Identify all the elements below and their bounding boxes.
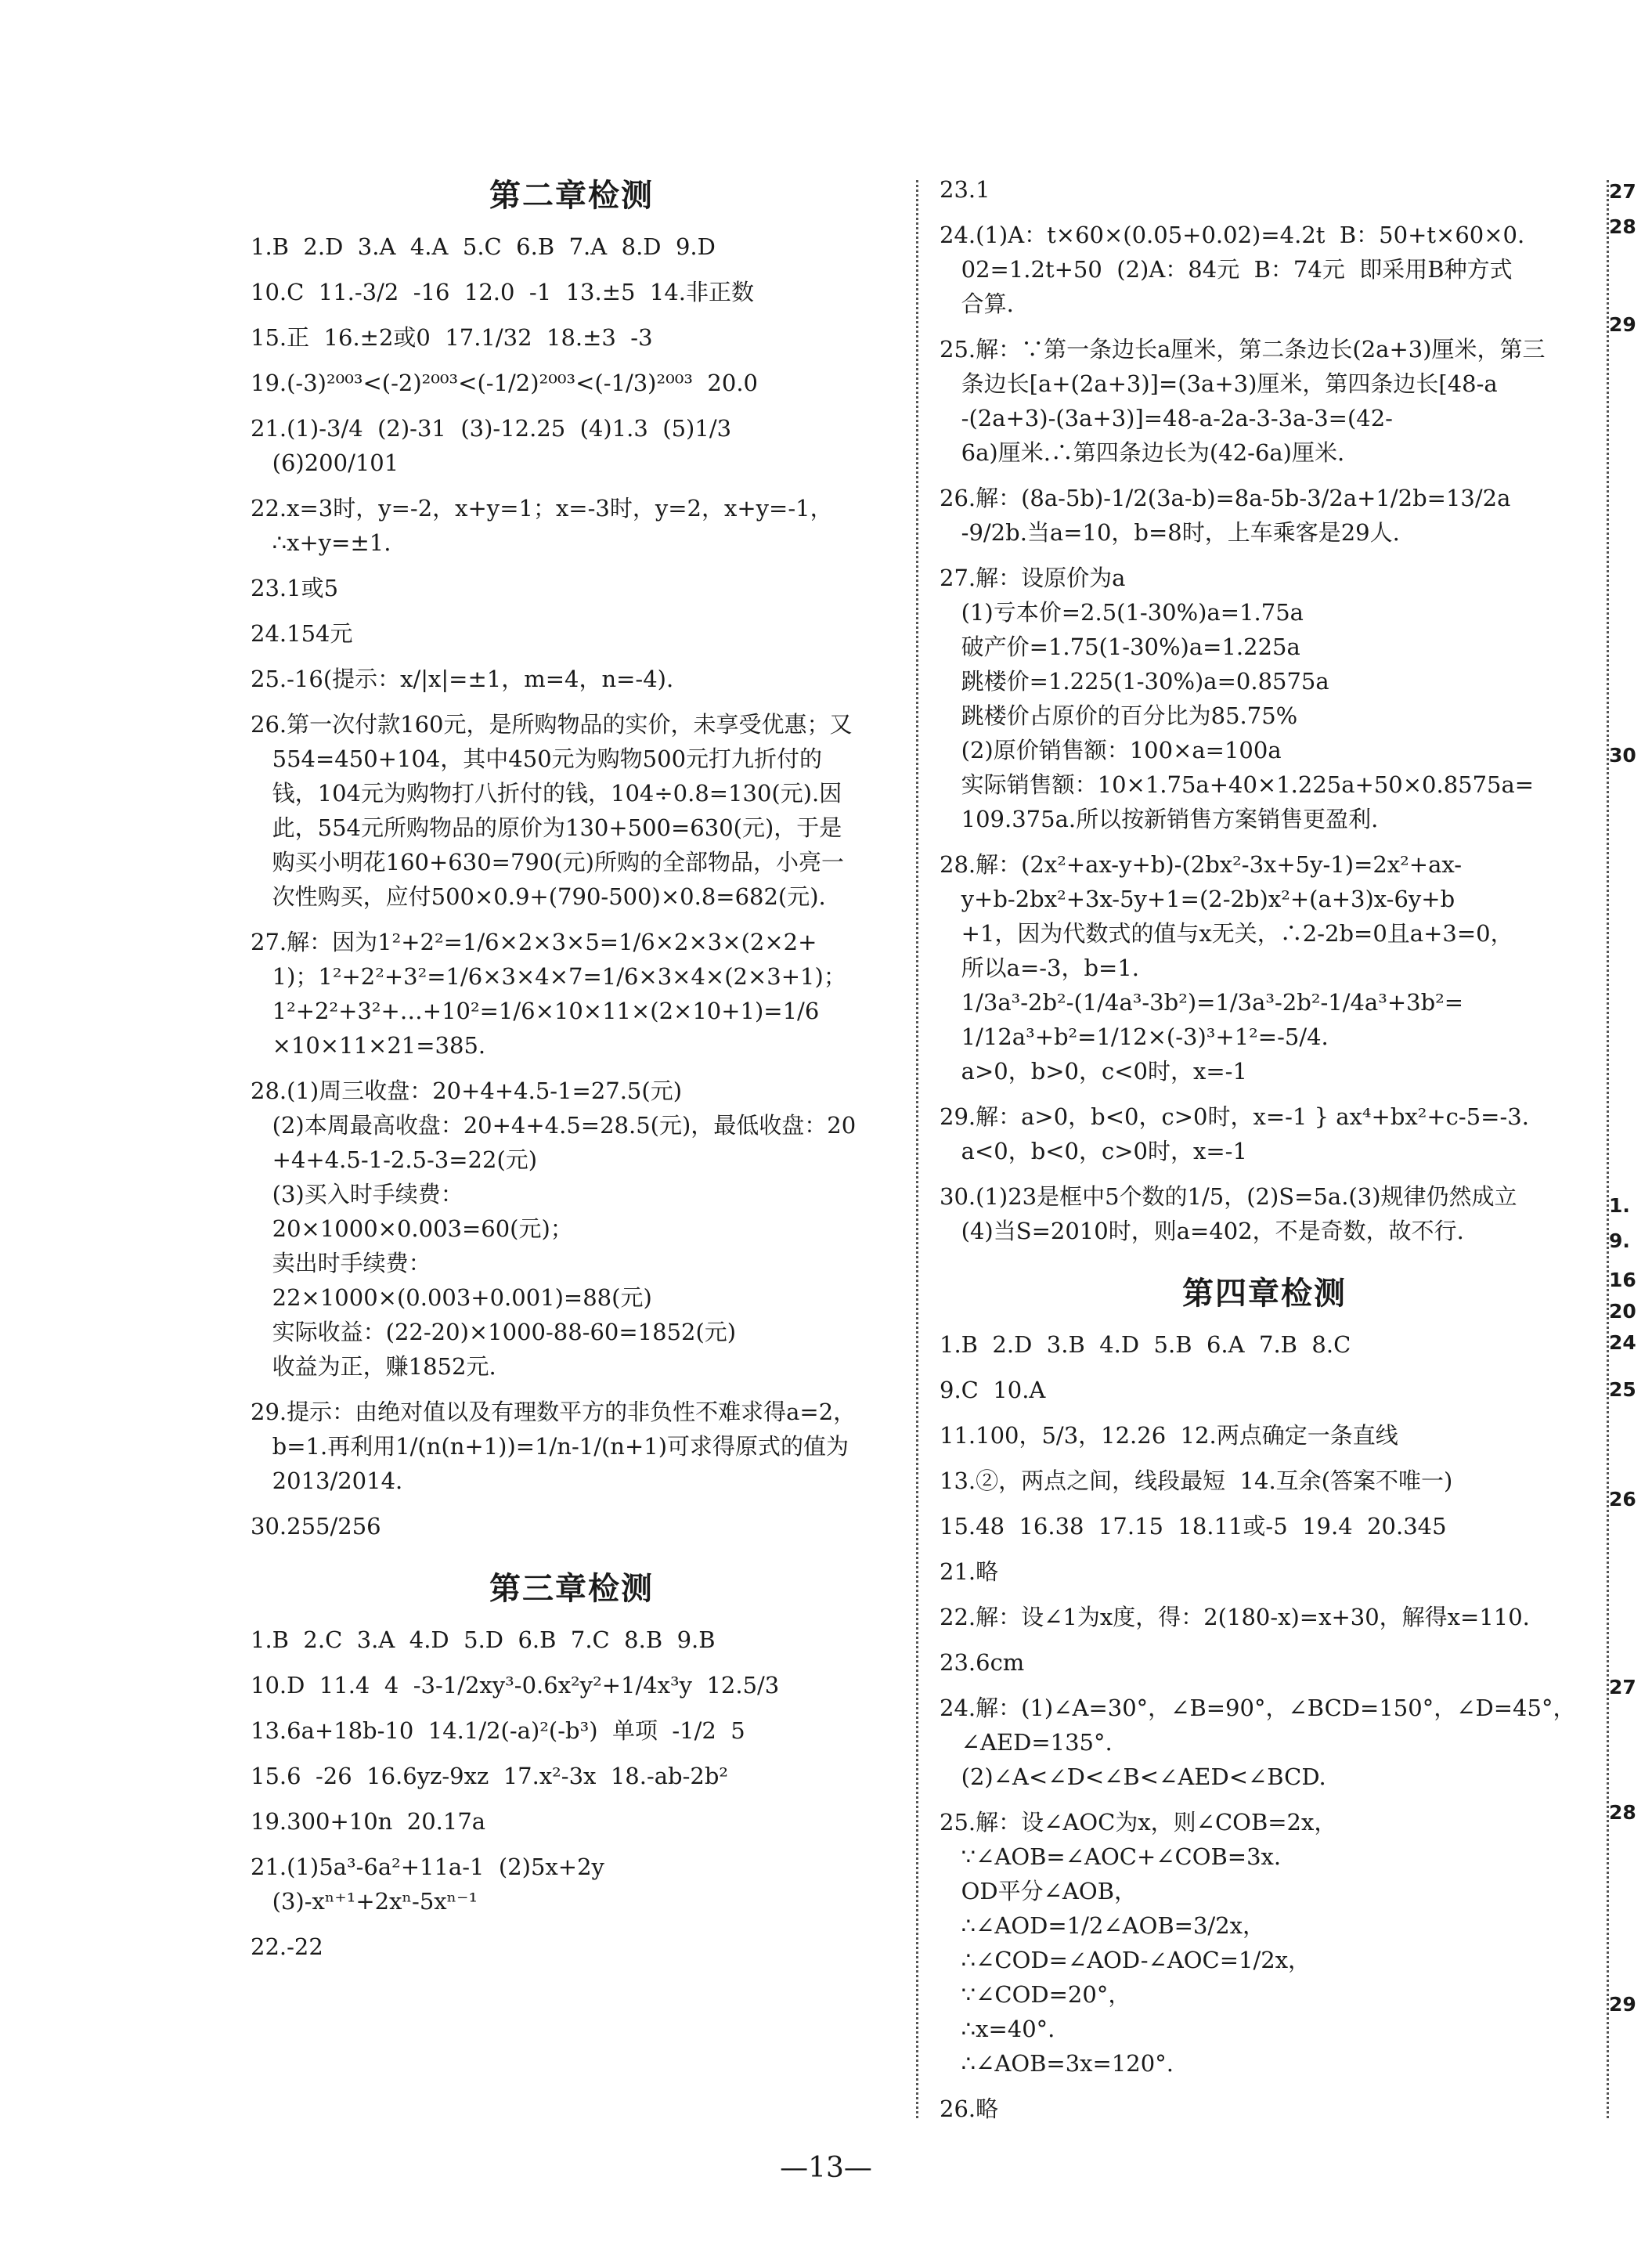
chapter3-answers-cont (940, 172, 1589, 1248)
answer-line: 跳楼价占原价的百分比为85.75% (940, 702, 1298, 729)
chapter4-answers (940, 1327, 1589, 2126)
answer-line: 1²+2²+3²+…+10²=1/6×10×11×(2×10+1)=1/6 (251, 998, 820, 1024)
answer-line: 24.(1)A：t×60×(0.05+0.02)=4.2t B：50+t×60×0. (940, 222, 1525, 248)
answer-line: 26.解：(8a-5b)-1/2(3a-b)=8a-5b-3/2a+1/2b=13/2a (940, 485, 1511, 511)
answer-line: 19.(-3)²⁰⁰³<(-2)²⁰⁰³<(-1/2)²⁰⁰³<(-1/3)²⁰⁰³ 20.0 (251, 370, 758, 396)
answer-line: 卖出时手续费： (251, 1250, 431, 1276)
answer-line: ×10×11×21=385. (251, 1032, 486, 1059)
edge-number: 28 (1609, 1801, 1636, 1824)
answer-line: 合算. (940, 291, 1014, 317)
edge-number: 26 (1609, 1488, 1636, 1511)
answer-line: a>0，b>0，c<0时，x=-1 (940, 1058, 1247, 1085)
answer-line: 10.C 11.-3/2 -16 12.0 -1 13.±5 14.非正数 (251, 279, 755, 305)
answer-line: 13.6a+18b-10 14.1/2(-a)²(-b³) 单项 -1/2 5 (251, 1717, 745, 1744)
answer-line: (2)本周最高收盘：20+4+4.5=28.5(元)，最低收盘：20 (251, 1112, 857, 1139)
answer-line: 25.解：∵第一条边长a厘米，第二条边长(2a+3)厘米，第三 (940, 336, 1546, 363)
answer-line: 条边长[a+(2a+3)]=(3a+3)厘米，第四条边长[48-a (940, 370, 1498, 397)
answer-line: 11.100，5/3，12.26 12.两点确定一条直线 (940, 1422, 1398, 1449)
edge-number: 20 (1609, 1300, 1636, 1323)
edge-number: 27 (1609, 1676, 1636, 1698)
answer-line: 跳楼价=1.225(1-30%)a=0.8575a (940, 668, 1329, 695)
chapter4-title: 第四章检测 (1182, 1276, 1347, 1312)
answer-line: 10.D 11.4 4 -3-1/2xy³-0.6x²y²+1/4x³y 12.5/3 (251, 1672, 780, 1698)
answer-line: 22.-22 (251, 1933, 323, 1960)
answer-line: ∠AED=135°. (940, 1729, 1113, 1756)
answer-line: ∴x=40°. (940, 2016, 1055, 2042)
answer-line: ∴∠AOB=3x=120°. (940, 2050, 1174, 2077)
answer-line: (6)200/101 (251, 449, 399, 476)
answer-line: 6a)厘米.∴第四条边长为(42-6a)厘米. (940, 439, 1345, 466)
chapter2-title: 第二章检测 (489, 178, 654, 214)
edge-number: 30 (1609, 744, 1636, 767)
edge-number: 16 (1609, 1269, 1636, 1291)
answer-line: 29.提示：由绝对值以及有理数平方的非负性不难求得a=2， (251, 1399, 857, 1425)
answer-line: 1.B 2.D 3.A 4.A 5.C 6.B 7.A 8.D 9.D (251, 233, 716, 260)
answer-line: +1，因为代数式的值与x无关，∴2-2b=0且a+3=0， (940, 920, 1513, 947)
answer-line: 23.6cm (940, 1649, 1025, 1676)
answer-line: y+b-2bx²+3x-5y+1=(2-2b)x²+(a+3)x-6y+b (940, 886, 1455, 912)
answer-line: a<0，b<0，c>0时，x=-1 (940, 1138, 1247, 1164)
chapter3-title: 第三章检测 (489, 1571, 654, 1607)
answer-line: 15.6 -26 16.6yz-9xz 17.x²-3x 18.-ab-2b² (251, 1763, 729, 1789)
edge-number: 1. (1609, 1194, 1630, 1217)
answer-line: 23.1 (940, 176, 990, 203)
answer-line: b=1.再利用1/(n(n+1))=1/n-1/(n+1)可求得原式的值为 (251, 1433, 849, 1460)
answer-line: 收益为正，赚1852元. (251, 1353, 496, 1380)
answer-line: 购买小明花160+630=790(元)所购的全部物品，小亮一 (251, 849, 844, 875)
answer-line: ∴∠COD=∠AOD-∠AOC=1/2x， (940, 1947, 1311, 1973)
answer-line: ∵∠AOB=∠AOC+∠COB=3x. (940, 1843, 1282, 1870)
answer-line: 实际销售额：10×1.75a+40×1.225a+50×0.8575a= (940, 771, 1535, 798)
answer-line: -9/2b.当a=10，b=8时，上车乘客是29人. (940, 519, 1400, 546)
answer-line: 20×1000×0.003=60(元)； (251, 1215, 573, 1242)
answer-line: 25.解：设∠AOC为x，则∠COB=2x， (940, 1809, 1337, 1836)
answer-line: (2)原价销售额：100×a=100a (940, 737, 1282, 763)
answer-line: 26.第一次付款160元，是所购物品的实价，未享受优惠；又 (251, 711, 853, 738)
answer-line: (2)∠A<∠D<∠B<∠AED<∠BCD. (940, 1763, 1326, 1790)
answer-line: 19.300+10n 20.17a (251, 1808, 486, 1835)
edge-number: 29 (1609, 1993, 1636, 2016)
answer-line: 30.255/256 (251, 1513, 381, 1540)
answer-line: (1)亏本价=2.5(1-30%)a=1.75a (940, 599, 1304, 626)
answer-line: 1/3a³-2b²-(1/4a³-3b²)=1/3a³-2b²-1/4a³+3b²= (940, 989, 1464, 1016)
answer-line: 23.1或5 (251, 575, 339, 601)
answer-line: 1.B 2.C 3.A 4.D 5.D 6.B 7.C 8.B 9.B (251, 1626, 716, 1653)
answer-line: 24.解：(1)∠A=30°，∠B=90°，∠BCD=150°，∠D=45°， (940, 1695, 1576, 1721)
answer-line: (3)-xⁿ⁺¹+2xⁿ-5xⁿ⁻¹ (251, 1888, 478, 1915)
answer-line: -(2a+3)-(3a+3)]=48-a-2a-3-3a-3=(42- (940, 405, 1393, 431)
edge-number: 24 (1609, 1331, 1636, 1354)
answer-line: 21.(1)-3/4 (2)-31 (3)-12.25 (4)1.3 (5)1/3 (251, 415, 732, 442)
answer-line: 15.48 16.38 17.15 18.11或-5 19.4 20.345 (940, 1513, 1447, 1540)
answer-line: 2013/2014. (251, 1467, 403, 1494)
answer-line: 13.②，两点之间，线段最短 14.互余(答案不唯一) (940, 1467, 1453, 1494)
answer-line: 此，554元所购物品的原价为130+500=630(元)，于是 (251, 814, 842, 841)
answer-line: (4)当S=2010时，则a=402，不是奇数，故不行. (940, 1218, 1464, 1244)
answer-line: 1)；1²+2²+3²=1/6×3×4×7=1/6×3×4×(2×3+1)； (251, 963, 846, 990)
answer-line: 109.375a.所以按新销售方案销售更盈利. (940, 806, 1379, 832)
answer-line: 所以a=-3，b=1. (940, 955, 1140, 981)
answer-line: 9.C 10.A (940, 1377, 1046, 1403)
answer-line: ∴x+y=±1. (251, 529, 391, 556)
edge-number: 25 (1609, 1378, 1636, 1401)
answer-line: 24.154元 (251, 620, 353, 647)
chapter2-answers (251, 229, 893, 1543)
answer-line: OD平分∠AOB， (940, 1878, 1138, 1904)
answer-line: 1/12a³+b²=1/12×(-3)³+1²=-5/4. (940, 1023, 1329, 1050)
answer-line: ∵∠COD=20°， (940, 1981, 1131, 2008)
answer-line: 21.略 (940, 1558, 999, 1585)
answer-line: 破产价=1.75(1-30%)a=1.225a (940, 634, 1300, 660)
left-column (251, 164, 893, 1964)
edge-number: 9. (1609, 1229, 1630, 1252)
answer-line: 25.-16(提示：x/|x|=±1，m=4，n=-4). (251, 666, 674, 692)
answer-line: 实际收益：(22-20)×1000-88-60=1852(元) (251, 1319, 737, 1345)
edge-number: 27 (1609, 180, 1636, 203)
edge-number: 29 (1609, 313, 1636, 336)
column-separator (916, 180, 918, 2118)
answer-line: 26.略 (940, 2096, 999, 2122)
answer-line: ∴∠AOD=1/2∠AOB=3/2x， (940, 1912, 1265, 1939)
answer-line: 21.(1)5a³-6a²+11a-1 (2)5x+2y (251, 1854, 604, 1880)
answer-line: (3)买入时手续费： (251, 1181, 463, 1208)
answer-line: 27.解：设原价为a (940, 565, 1126, 591)
middle-column (940, 172, 1589, 2126)
answer-line: 29.解：a>0，b<0，c>0时，x=-1 } ax⁴+bx²+c-5=-3. (940, 1103, 1529, 1130)
answer-line: 15.正 16.±2或0 17.1/32 18.±3 -3 (251, 324, 653, 351)
answer-line: 02=1.2t+50 (2)A：84元 B：74元 即采用B种方式 (940, 256, 1513, 283)
answer-line: 22.x=3时，y=-2，x+y=1；x=-3时，y=2，x+y=-1， (251, 495, 833, 522)
answer-line: 22×1000×(0.003+0.001)=88(元) (251, 1284, 652, 1311)
answer-line: 次性购买，应付500×0.9+(790-500)×0.8=682(元). (251, 883, 826, 910)
chapter3-answers (251, 1623, 893, 1964)
page-number: —13— (780, 2152, 872, 2184)
answer-line: 28.(1)周三收盘：20+4+4.5-1=27.5(元) (251, 1078, 683, 1104)
answer-line: 钱，104元为购物打八折付的钱，104÷0.8=130(元).因 (251, 780, 842, 807)
answer-line: 28.解：(2x²+ax-y+b)-(2bx²-3x+5y-1)=2x²+ax- (940, 851, 1463, 878)
answer-line: 554=450+104，其中450元为购物500元打九折付的 (251, 745, 823, 772)
answer-line: 27.解：因为1²+2²=1/6×2×3×5=1/6×2×3×(2×2+ (251, 929, 817, 955)
answer-line: 22.解：设∠1为x度，得：2(180-x)=x+30，解得x=110. (940, 1604, 1530, 1630)
answer-line: 30.(1)23是框中5个数的1/5，(2)S=5a.(3)规律仍然成立 (940, 1183, 1517, 1210)
edge-number: 28 (1609, 215, 1636, 238)
right-column-separator (1607, 180, 1609, 2118)
answer-line: +4+4.5-1-2.5-3=22(元) (251, 1146, 538, 1173)
answer-line: 1.B 2.D 3.B 4.D 5.B 6.A 7.B 8.C (940, 1331, 1351, 1358)
